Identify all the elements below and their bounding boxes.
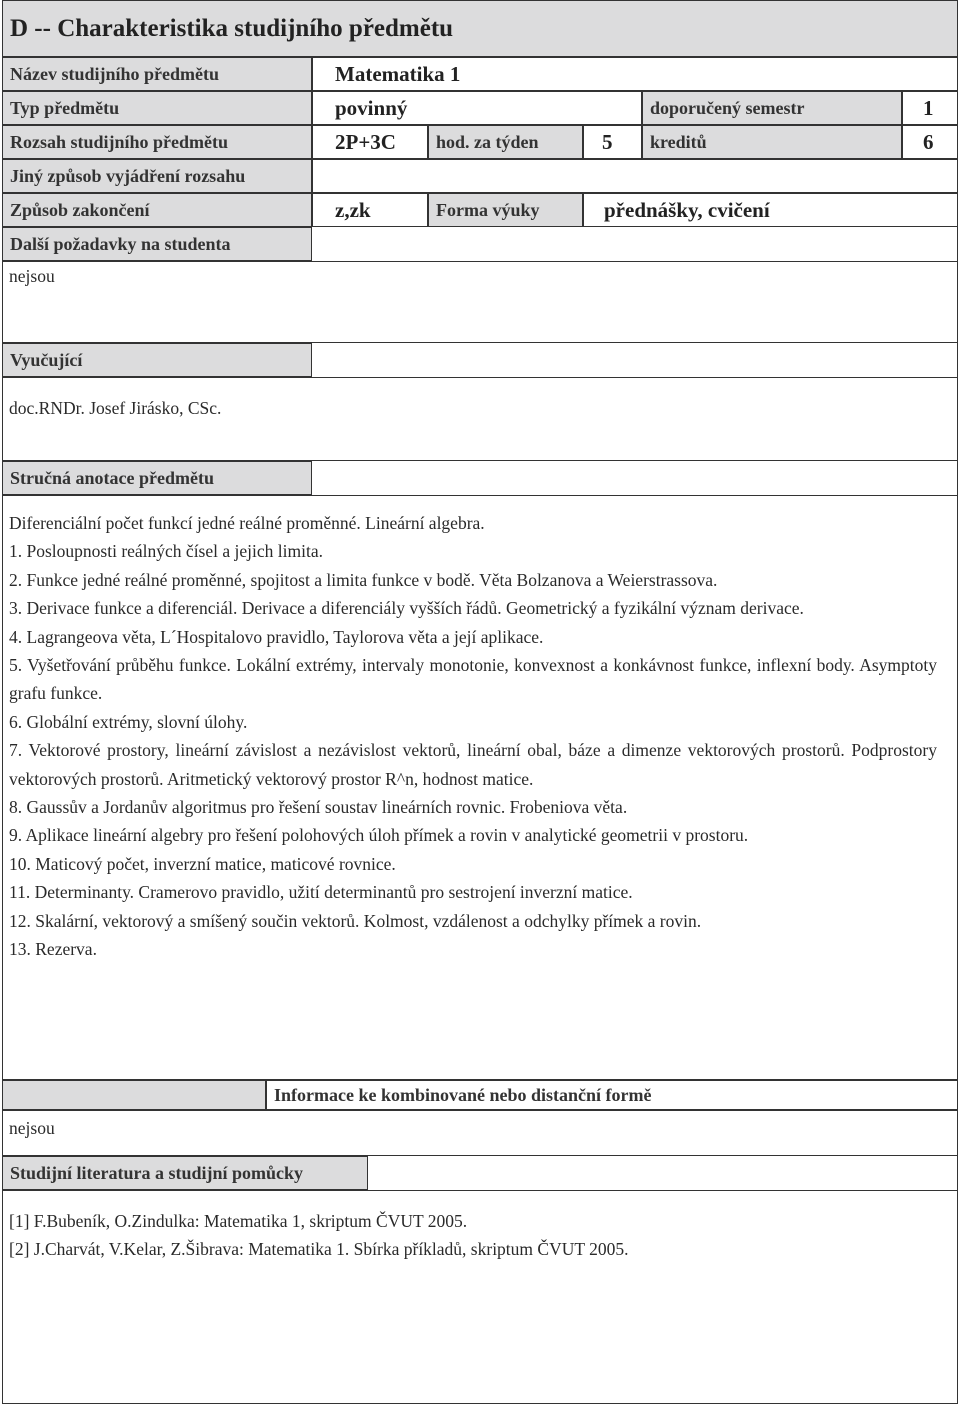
anotace-line: 2. Funkce jedné reálné proměnné, spojitost a limita funkce v bodě. Věta Bolzanova a Weierstrassova.: [9, 569, 718, 590]
anotace-line: 9. Aplikace lineární algebry pro řešení polohových úloh přímek a rovin v analytické geometrii v prostoru.: [9, 825, 749, 846]
anotace-line: 4. Lagrangeova věta, L´Hospitalovo pravidlo, Taylorova věta a její aplikace.: [9, 626, 544, 647]
kredity-value: 6: [902, 125, 958, 159]
anotace-line: 12. Skalární, vektorový a smíšený součin vektorů. Kolmost, vzdálenost a odchylky přímek a rovin.: [9, 910, 702, 931]
anotace-line: 1. Posloupnosti reálných čísel a jejich limita.: [9, 541, 323, 562]
literatura-list: [9, 1207, 937, 1264]
rozsah-value: 2P+3C: [312, 125, 428, 159]
kombinovana-gray-cell: [2, 1080, 266, 1110]
kombinovana-label: Informace ke kombinované nebo distanční formě: [266, 1080, 958, 1110]
pozadavky-box: [2, 261, 958, 343]
forma-label: Forma výuky: [428, 193, 583, 227]
literatura-item: [1] F.Bubeník, O.Zindulka: Matematika 1, skriptum ČVUT 2005.: [9, 1211, 468, 1231]
hod-value: 5: [583, 125, 642, 159]
kombinovana-box: [2, 1110, 958, 1156]
zakonceni-label: Způsob zakončení: [2, 193, 312, 227]
forma-value: přednášky, cvičení: [583, 193, 958, 227]
anotace-line: 10. Maticový počet, inverzní matice, maticové rovnice.: [9, 853, 396, 874]
nazev-value: Matematika 1: [312, 57, 958, 91]
anotace-label: Stručná anotace předmětu: [2, 461, 312, 495]
vyucujici-label: Vyučující: [2, 343, 312, 377]
vyucujici-value: doc.RNDr. Josef Jirásko, CSc.: [9, 398, 222, 418]
nazev-label: Název studijního předmětu: [2, 57, 312, 91]
typ-value: povinný: [312, 91, 642, 125]
anotace-line: Diferenciální počet funkcí jedné reálné proměnné. Lineární algebra.: [9, 513, 485, 533]
pozadavky-label: Další požadavky na studenta: [2, 227, 312, 261]
anotace-line: 13. Rezerva.: [9, 939, 97, 960]
typ-label: Typ předmětu: [2, 91, 312, 125]
anotace-line: 8. Gaussův a Jordanův algoritmus pro řešení soustav lineárních rovnic. Frobeniova věta.: [9, 797, 628, 818]
anotace-line: 3. Derivace funkce a diferenciál. Derivace a diferenciály vyšších řádů. Geometrický a fyzikální význam derivace.: [9, 598, 804, 619]
kredity-label: kreditů: [642, 125, 902, 159]
page-title: D -- Charakteristika studijního předmětu: [2, 0, 958, 57]
literatura-label: Studijní literatura a studijní pomůcky: [2, 1156, 368, 1190]
anotace-line: 6. Globální extrémy, slovní úlohy.: [9, 711, 248, 732]
rozsah-label: Rozsah studijního předmětu: [2, 125, 312, 159]
anotace-line: 11. Determinanty. Cramerovo pravidlo, užití determinantů pro sestrojení inverzní matice.: [9, 882, 633, 903]
zakonceni-value: z,zk: [312, 193, 428, 227]
jiny-label: Jiný způsob vyjádření rozsahu: [2, 159, 312, 193]
pozadavky-value: nejsou: [9, 266, 55, 286]
jiny-value: [312, 159, 958, 193]
anotace-line: 5. Vyšetřování průběhu funkce. Lokální extrémy, intervaly monotonie, konvexnost a konkávnost funkce, inflexní body. Asymptoty grafu funkce.: [9, 655, 937, 704]
semestr-value: 1: [902, 91, 958, 125]
anotace-line: 7. Vektorové prostory, lineární závislost a nezávislost vektorů, lineární obal, báze a dimenze vektorových prostorů. Podprostory vektorových prostorů. Aritmetický vektorový prostor R^n, hodnost matice.: [9, 740, 937, 789]
semestr-label: doporučený semestr: [642, 91, 902, 125]
literatura-item: [2] J.Charvát, V.Kelar, Z.Šibrava: Matematika 1. Sbírka příkladů, skriptum ČVUT 2005.: [9, 1239, 629, 1260]
anotace-text: [9, 509, 937, 964]
kombinovana-value: nejsou: [9, 1118, 55, 1138]
hod-label: hod. za týden: [428, 125, 583, 159]
